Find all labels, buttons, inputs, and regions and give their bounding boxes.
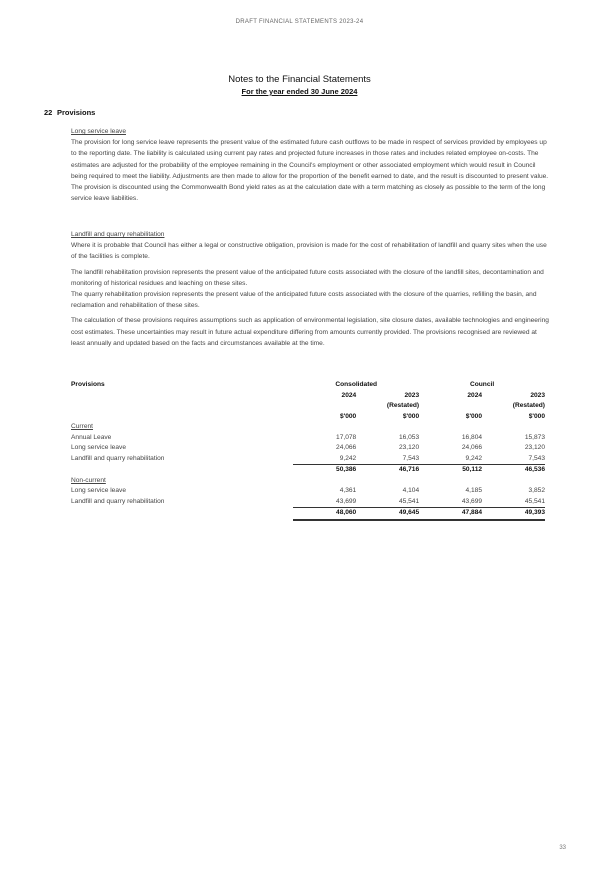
- row-label: Long service leave: [71, 487, 126, 494]
- lsl-block: [71, 126, 551, 204]
- table-row: [71, 433, 545, 444]
- row-label: Long service leave: [71, 444, 126, 451]
- row-label: Landfill and quarry rehabilitation: [71, 454, 165, 462]
- current-total-row: [71, 465, 545, 476]
- landfill-block: [71, 229, 551, 349]
- total-value: 48,060: [293, 508, 356, 520]
- table-row: [71, 443, 545, 454]
- section-title: Provisions: [57, 108, 96, 117]
- cell-value: 43,699: [336, 497, 357, 505]
- landfill-para-4: The calculation of these provisions requires assumptions such as application of environmental legislation, site closure dates, available technologies and engineering cost estimates. These uncertainties may result in future actual expenditure differing from amounts currently provided. The provisions recognised are reviewed at least annually and updated based on the facts and circumstances available at the time.: [71, 317, 549, 347]
- current-heading-row: [71, 422, 545, 433]
- row-label: Annual Leave: [71, 433, 112, 441]
- table-title: Provisions: [71, 381, 105, 388]
- table-group-row: [71, 380, 545, 391]
- section-number: 22: [44, 108, 53, 117]
- cell-value: 45,541: [524, 497, 545, 505]
- total-value: 46,536: [482, 465, 545, 476]
- cell-value: 24,066: [461, 444, 483, 451]
- group-council: Council: [469, 381, 495, 388]
- cell-value: 16,804: [461, 433, 483, 441]
- table-row: [71, 454, 545, 465]
- total-value: 50,112: [419, 465, 482, 476]
- total-value: 49,393: [482, 508, 545, 520]
- cell-value: 9,242: [465, 454, 483, 462]
- cell-value: 45,541: [398, 497, 420, 505]
- page-subtitle: [0, 87, 599, 96]
- page-number: 33: [559, 845, 566, 851]
- year-header: 2023: [530, 391, 545, 399]
- current-label: Current: [71, 423, 93, 430]
- cell-value: 9,242: [339, 454, 357, 462]
- subtitle-text: For the year ended 30 June 2024: [241, 87, 358, 96]
- lsl-heading: Long service leave: [71, 128, 126, 135]
- landfill-para-2: The landfill rehabilitation provision represents the present value of the anticipated future costs associated with the closure of the landfill sites, decontamination and monitoring of historical residues and leaching on these sites.: [71, 268, 544, 287]
- total-value: 50,386: [293, 465, 356, 476]
- table-unit-row: [71, 412, 545, 423]
- restated-label: (Restated): [512, 402, 545, 409]
- noncurrent-label: Non-current: [71, 476, 106, 484]
- page-title: Notes to the Financial Statements: [228, 74, 371, 85]
- row-label: Landfill and quarry rehabilitation: [71, 497, 165, 505]
- group-consolidated: Consolidated: [335, 381, 378, 388]
- cell-value: 4,361: [339, 487, 357, 494]
- provisions-table: [71, 380, 545, 521]
- noncurrent-total-row: [71, 508, 545, 520]
- lsl-body: The provision for long service leave represents the present value of the estimated future cash outflows to be made in respect of services provided by employees up to the reporting date. The liability is calculated using current pay rates and projected future increases in those rates and includes related employee on-costs. The estimates are adjusted for the probability of the employee remaining in the Council's employment or other associated employment which would result in Council being required to meet the liability. Adjustments are then made to allow for the proportion of the benefit earned to date, and the result is discounted to present value. The provision is discounted using the Commonwealth Bond yield rates as at the calculation date with a term matching as closely as possible to the term of the long service leave liabilities.: [71, 139, 549, 203]
- cell-value: 3,852: [528, 487, 545, 494]
- total-value: 46,716: [356, 465, 419, 476]
- cell-value: 17,078: [336, 433, 357, 441]
- landfill-para-1: Where it is probable that Council has either a legal or constructive obligation, provision is made for the cost of rehabilitation of landfill and quarry sites when the use of the facilities is complete.: [71, 242, 547, 261]
- total-value: 47,884: [419, 508, 482, 520]
- unit-label: $'000: [528, 412, 545, 420]
- unit-label: $'000: [465, 412, 483, 420]
- cell-value: 16,053: [398, 433, 420, 441]
- cell-value: 4,104: [402, 487, 420, 494]
- landfill-heading: Landfill and quarry rehabilitation: [71, 231, 165, 238]
- cell-value: 15,873: [524, 433, 545, 441]
- running-header: DRAFT FINANCIAL STATEMENTS 2023-24: [235, 19, 364, 25]
- year-header: 2024: [341, 391, 357, 399]
- table-row: [71, 497, 545, 508]
- table-restated-row: [71, 401, 545, 412]
- cell-value: 7,543: [402, 454, 420, 462]
- unit-label: $'000: [339, 412, 357, 420]
- cell-value: 24,066: [336, 444, 357, 451]
- cell-value: 23,120: [524, 444, 545, 451]
- total-value: 49,645: [356, 508, 419, 520]
- cell-value: 7,543: [528, 454, 545, 462]
- cell-value: 43,699: [461, 497, 483, 505]
- table-row: [71, 486, 545, 497]
- table-year-row: [71, 391, 545, 402]
- landfill-para-3: The quarry rehabilitation provision represents the present value of the anticipated future costs associated with the closure of the quarries, refilling the basin, and reclamation and rehabilitation of these sites.: [71, 291, 537, 310]
- cell-value: 23,120: [398, 444, 420, 451]
- year-header: 2023: [404, 391, 420, 399]
- section-heading: [44, 108, 95, 117]
- year-header: 2024: [467, 391, 483, 399]
- restated-label: (Restated): [386, 402, 420, 409]
- noncurrent-heading-row: [71, 476, 545, 487]
- unit-label: $'000: [402, 412, 420, 420]
- cell-value: 4,185: [465, 487, 483, 494]
